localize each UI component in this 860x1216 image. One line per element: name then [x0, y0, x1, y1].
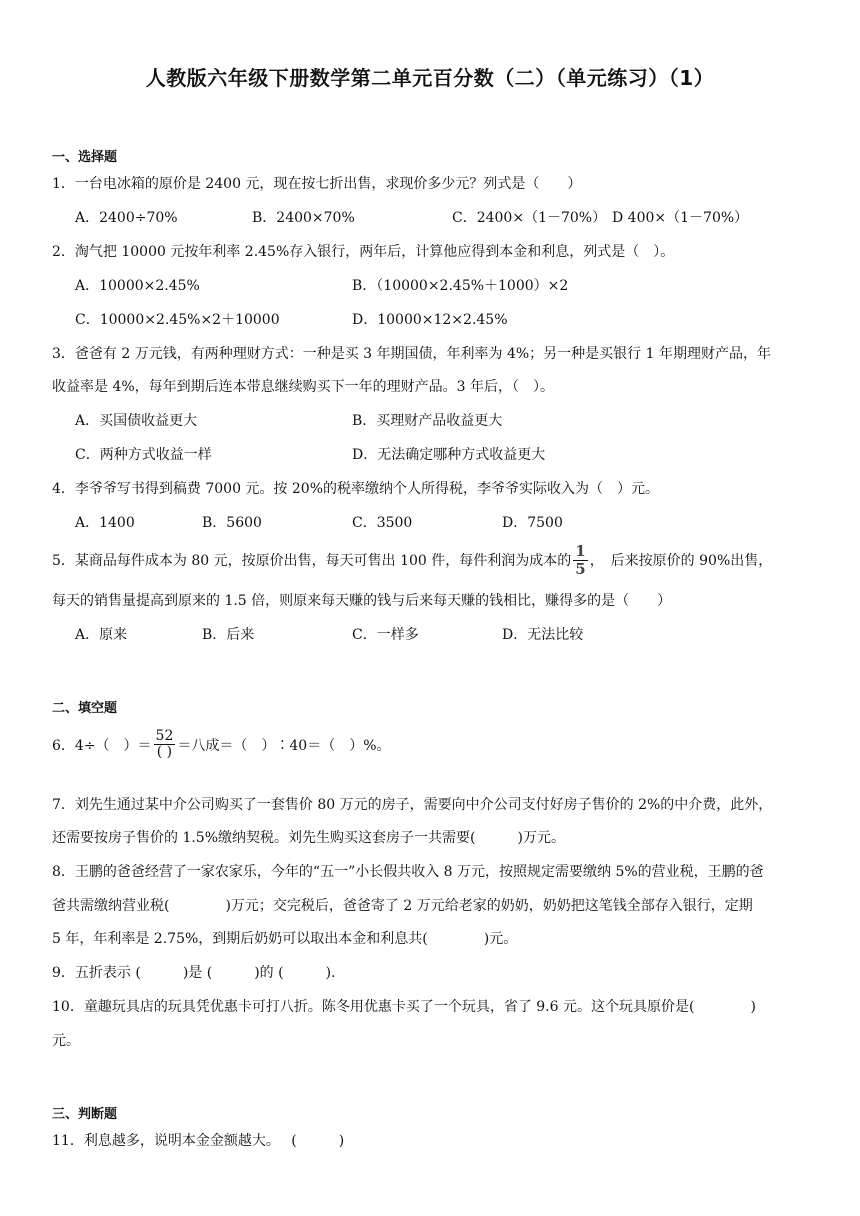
question-7-line2: 还需要按房子售价的 1.5%缴纳契税。刘先生购买这套房子一共需要( )万元。	[52, 830, 565, 846]
question-6	[52, 729, 391, 761]
question-9-text: 9．五折表示 ( )是 ( )的 ( ).	[52, 965, 336, 981]
question-11-text: 11．利息越多，说明本金金额越大。 ( )	[52, 1133, 345, 1149]
question-4-text: 4．李爷爷写书得到稿费 7000 元。按 20%的税率缴纳个人所得税，李爷爷实际收入为（ ）元。	[52, 481, 660, 497]
q5-fraction	[573, 543, 587, 577]
section-heading-fill: 二、填空题	[52, 701, 118, 716]
q5-option-a: A．原来	[75, 627, 128, 643]
q2-option-c: C．10000×2.45%×2＋10000	[75, 312, 280, 328]
page-title: 人教版六年级下册数学第二单元百分数（二）（单元练习）（1）	[145, 66, 715, 90]
q5-fraction-numerator: 1	[575, 542, 586, 560]
q5-option-c: C．一样多	[352, 627, 419, 643]
q6-fraction	[154, 729, 176, 761]
q3-option-d: D．无法确定哪种方式收益更大	[352, 447, 546, 463]
q5-text-before-fraction: 5．某商品每件成本为 80 元，按原价出售，每天可售出 100 件，每件利润为成本的	[52, 553, 572, 569]
question-5-line2: 每天的销售量提高到原来的 1.5 倍，则原来每天赚的钱与后来每天赚的钱相比，赚得多的是（ ）	[52, 593, 672, 609]
q1-option-a: A．2400÷70%	[75, 210, 178, 226]
q2-option-a: A．10000×2.45%	[75, 278, 200, 294]
q6-fraction-denominator: ( )	[156, 744, 173, 761]
q5-fraction-denominator: 5	[575, 559, 586, 578]
q3-option-c: C．两种方式收益一样	[75, 447, 212, 463]
question-8-line2: 爸共需缴纳营业税( )万元；交完税后，爸爸寄了 2 万元给老家的奶奶，奶奶把这笔钱全部存入银行，定期	[52, 898, 753, 914]
question-5-line1	[52, 543, 772, 577]
q1-option-d: D 400×（1－70%）	[612, 210, 749, 226]
q6-text-after-fraction: ＝八成＝（ ）∶40＝（ ）%。	[177, 737, 391, 754]
question-10-line2: 元。	[52, 1033, 80, 1049]
question-7-line1: 7．刘先生通过某中介公司购买了一套售价 80 万元的房子，需要向中介公司支付好房子售价的 2%的中介费，此外，	[52, 797, 773, 813]
question-1-text: 1．一台电冰箱的原价是 2400 元，现在按七折出售，求现价多少元？列式是（ ）	[52, 176, 582, 192]
section-heading-choice: 一、选择题	[52, 150, 118, 165]
question-3-line1: 3．爸爸有 2 万元钱，有两种理财方式：一种是买 3 年期国债，年利率为 4%；另一种是买银行 1 年期理财产品，年	[52, 346, 771, 362]
q4-option-a: A．1400	[75, 515, 135, 531]
question-8-line3: 5 年，年利率是 2.75%，到期后奶奶可以取出本金和利息共( )元。	[52, 931, 518, 947]
q4-option-d: D．7500	[502, 515, 563, 531]
question-3-line2: 收益率是 4%，每年到期后连本带息继续购买下一年的理财产品。3 年后，（ ）。	[52, 379, 555, 395]
q5-text-after-fraction: ， 后来按原价的 90%出售，	[589, 553, 773, 569]
q5-option-d: D．无法比较	[502, 627, 584, 643]
q4-option-c: C．3500	[352, 515, 413, 531]
q4-option-b: B．5600	[202, 515, 262, 531]
q5-option-b: B．后来	[202, 627, 255, 643]
q2-option-d: D．10000×12×2.45%	[352, 312, 508, 328]
q1-option-b: B．2400×70%	[252, 210, 355, 226]
question-10-line1: 10．童趣玩具店的玩具凭优惠卡可打八折。陈冬用优惠卡买了一个玩具，省了 9.6 元。这个玩具原价是( )	[52, 999, 756, 1015]
q6-fraction-numerator: 52	[155, 728, 174, 744]
section-heading-judge: 三、判断题	[52, 1107, 118, 1122]
question-2-text: 2．淘气把 10000 元按年利率 2.45%存入银行，两年后，计算他应得到本金和利息，列式是（ ）。	[52, 244, 675, 260]
q3-option-b: B．买理财产品收益更大	[352, 413, 503, 429]
q1-option-c: C．2400×（1－70%）	[452, 210, 607, 226]
question-8-line1: 8．王鹏的爸爸经营了一家农家乐，今年的“五一”小长假共收入 8 万元，按照规定需要缴纳 5%的营业税，王鹏的爸	[52, 864, 764, 880]
q3-option-a: A．买国债收益更大	[75, 413, 198, 429]
q6-text-before-fraction: 6．4÷（ ）＝	[52, 737, 152, 754]
q2-option-b: B．（10000×2.45%＋1000）×2	[352, 278, 569, 294]
